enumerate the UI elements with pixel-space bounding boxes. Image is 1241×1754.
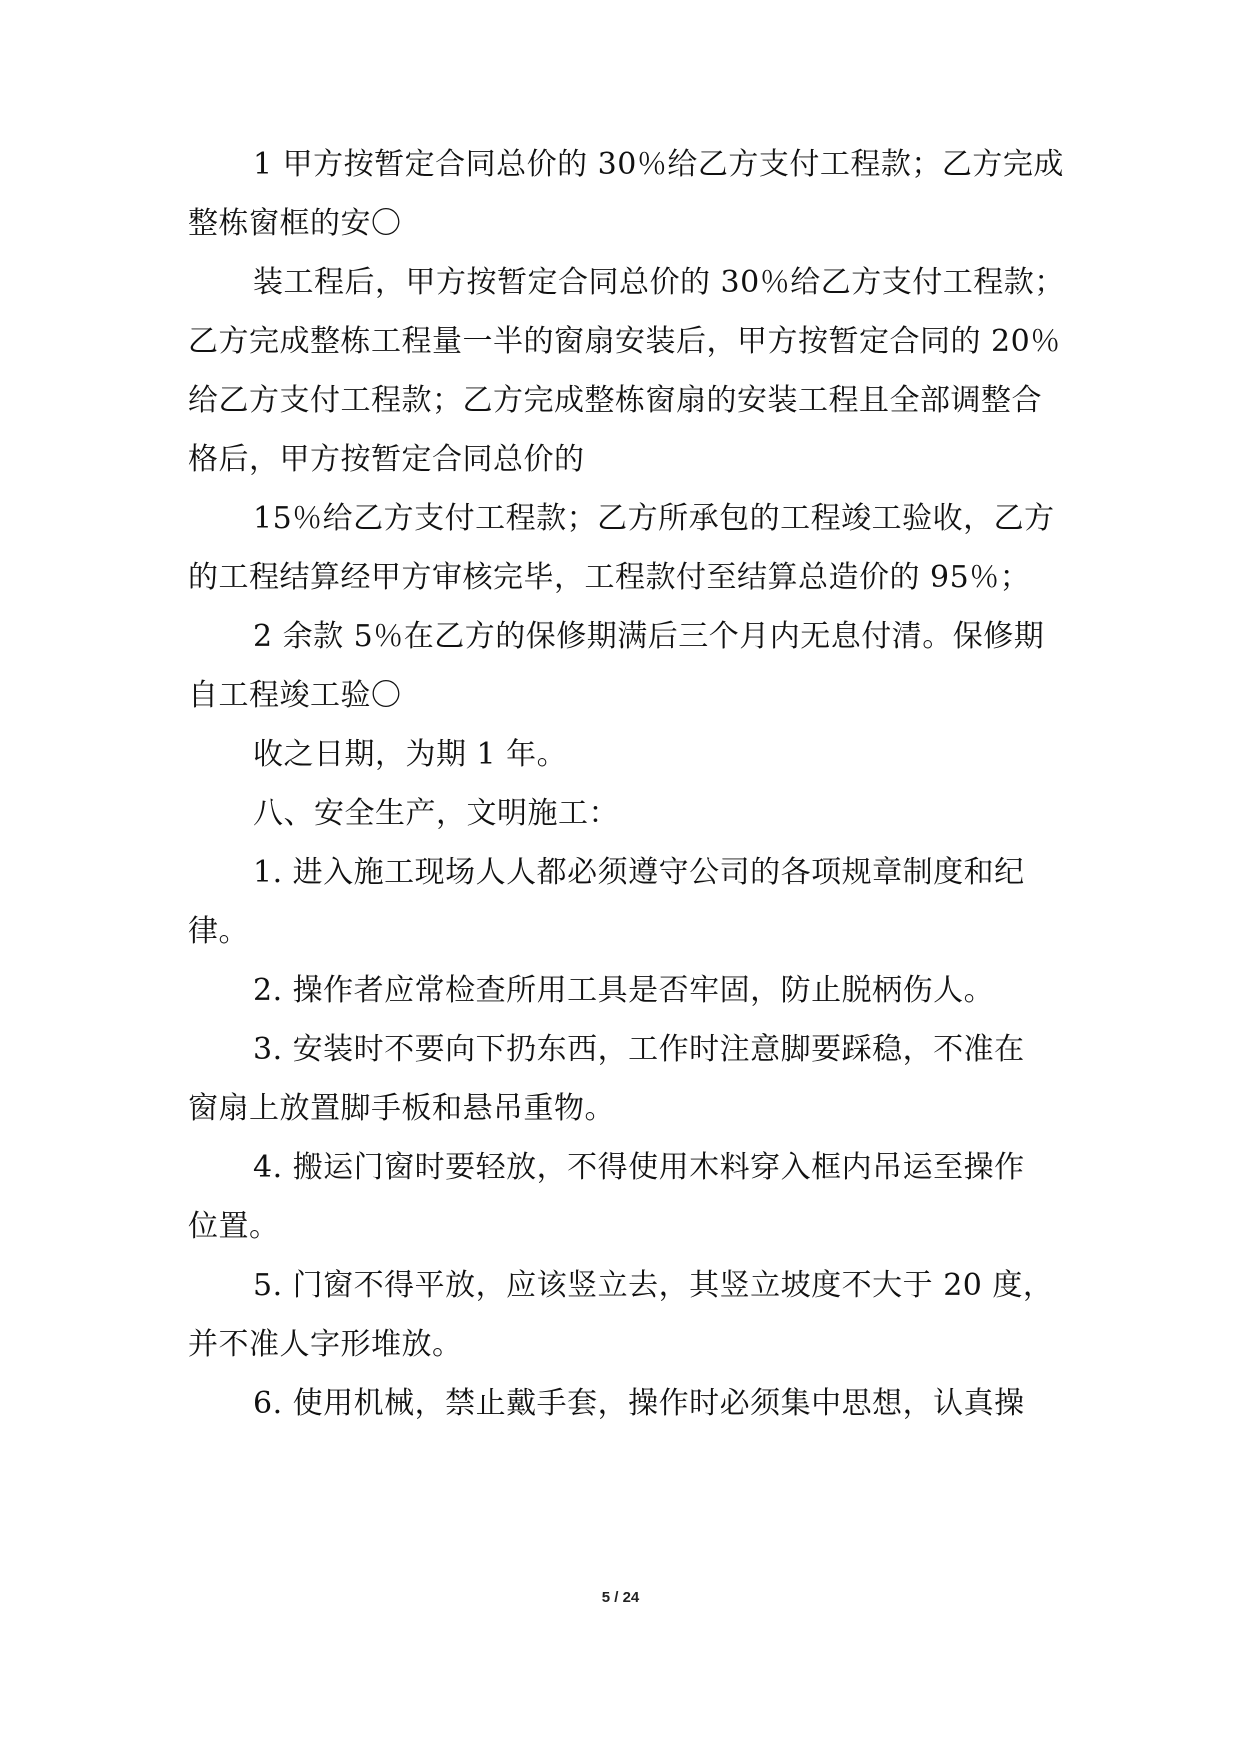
section-heading: 八、安全生产，文明施工： [253,796,619,831]
text-line: 1. 进入施工现场人人都必须遵守公司的各项规章制度和纪 [253,855,1025,890]
text-line: 3. 安装时不要向下扔东西，工作时注意脚要踩稳，不准在 [253,1032,1025,1067]
text-line: 自工程竣工验〇 [188,678,402,713]
text-line: 位置。 [188,1209,280,1244]
text-line: 格后，甲方按暂定合同总价的 [188,442,585,477]
text-line: 乙方完成整栋工程量一半的窗扇安装后，甲方按暂定合同的 20％ [188,324,1061,359]
text-line: 2. 操作者应常检查所用工具是否牢固，防止脱柄伤人。 [253,973,995,1008]
text-line: 窗扇上放置脚手板和悬吊重物。 [188,1091,615,1126]
text-line: 并不准人字形堆放。 [188,1327,463,1362]
text-line: 4. 搬运门窗时要轻放，不得使用木料穿入框内吊运至操作 [253,1150,1025,1185]
text-line: 2 余款 5％在乙方的保修期满后三个月内无息付清。保修期 [253,619,1045,654]
text-line: 整栋窗框的安〇 [188,206,402,241]
text-line: 收之日期，为期 1 年。 [253,737,568,772]
text-line: 6. 使用机械，禁止戴手套，操作时必须集中思想，认真操 [253,1386,1025,1421]
text-line: 5. 门窗不得平放，应该竖立去，其竖立坡度不大于 20 度， [253,1268,1054,1303]
page-number: 5 / 24 [601,1589,640,1606]
text-line: 装工程后，甲方按暂定合同总价的 30％给乙方支付工程款； [253,265,1065,300]
text-line: 律。 [188,914,249,949]
text-line: 15％给乙方支付工程款；乙方所承包的工程竣工验收，乙方 [253,501,1055,536]
text-line: 给乙方支付工程款；乙方完成整栋窗扇的安装工程且全部调整合 [188,383,1042,418]
text-line: 1 甲方按暂定合同总价的 30％给乙方支付工程款；乙方完成 [253,147,1064,182]
text-line: 的工程结算经甲方审核完毕，工程款付至结算总造价的 95％； [188,560,1031,595]
